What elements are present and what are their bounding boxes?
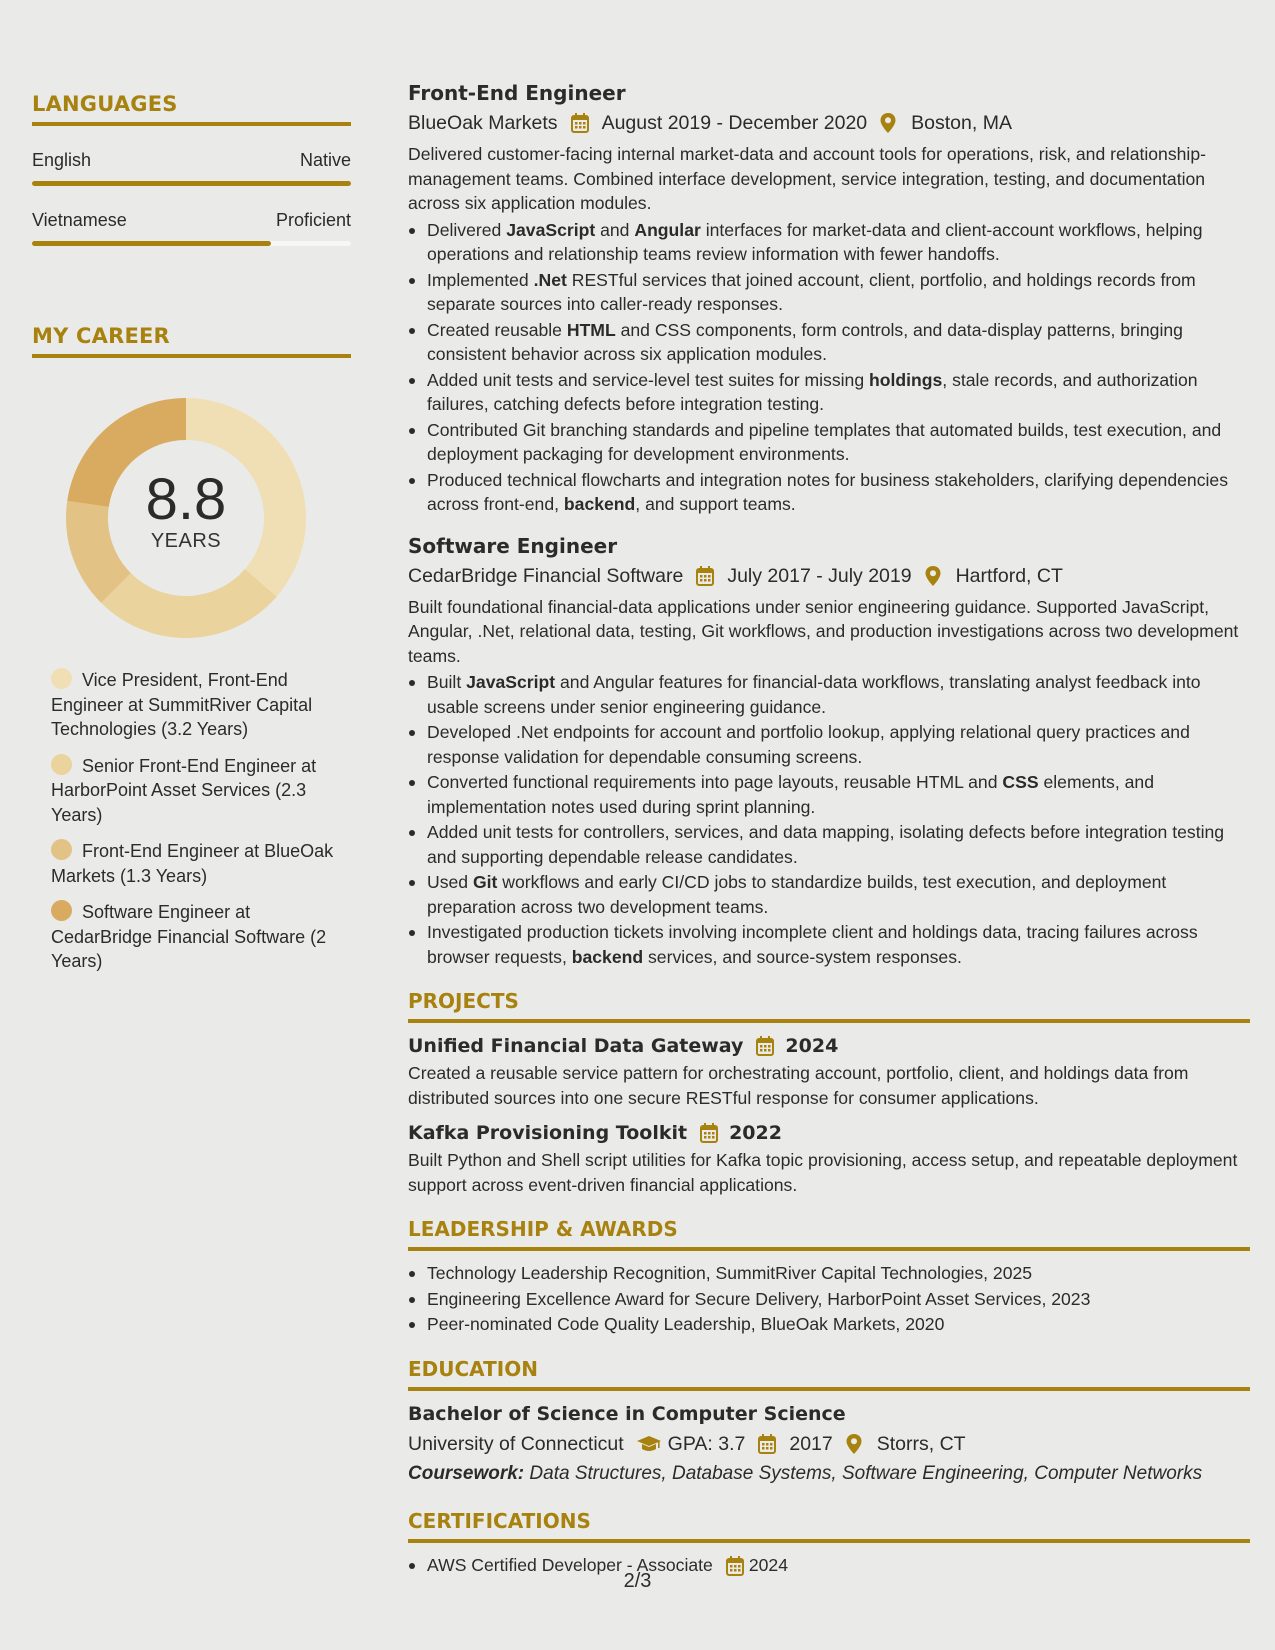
map-pin-icon	[879, 112, 901, 134]
career-donut-segment	[101, 569, 277, 638]
career-legend	[51, 668, 341, 974]
career-legend-item	[51, 668, 341, 742]
career-legend-label: Front-End Engineer at BlueOak Markets (1.3 Years)	[51, 841, 334, 886]
bullet-text: and	[595, 219, 635, 240]
experience-list	[408, 78, 1250, 969]
bullet-text: elements, and implementation notes used during sprint planning.	[427, 772, 1154, 817]
award-item: Engineering Excellence Award for Secure Delivery, HarborPoint Asset Services, 2023	[408, 1287, 1250, 1312]
bullet-text: services, and source-system responses.	[643, 946, 962, 967]
bullet-text: Converted functional requirements into page layouts, reusable HTML and	[427, 772, 1003, 792]
project-title-row	[408, 1031, 1250, 1061]
job-dates: July 2017 - July 2019	[727, 564, 912, 587]
bullet-keyword: JavaScript	[506, 219, 596, 240]
bullet-keyword: HTML	[566, 319, 616, 340]
legend-swatch	[51, 754, 72, 775]
bullet-text: Delivered	[427, 219, 507, 240]
awards-list	[408, 1261, 1250, 1337]
calendar-icon	[570, 112, 592, 134]
language-name: Vietnamese	[32, 210, 127, 230]
job-entry	[408, 531, 1250, 970]
job-bullet	[408, 318, 1250, 367]
education-school: University of Connecticut	[408, 1432, 624, 1455]
bullet-text: and CSS components, form controls, and data-display patterns, bringing consistent behavior across six application modules.	[427, 319, 1183, 364]
bullet-text: RESTful services that joined account, client, portfolio, and holdings records from separate sources into caller-ready responses.	[427, 269, 1196, 314]
job-bullet	[408, 368, 1250, 417]
project-year: 2024	[785, 1035, 839, 1057]
career-donut-center	[66, 467, 306, 553]
job-meta	[408, 108, 1250, 138]
legend-swatch	[51, 900, 72, 921]
career-legend-label: Software Engineer at CedarBridge Financial Software (2 Years)	[51, 902, 327, 971]
calendar-icon	[757, 1433, 779, 1455]
bullet-text: Added unit tests for controllers, services, and data mapping, isolating defects before integration testing and supporting dependable release candidates.	[427, 822, 1225, 867]
job-bullet	[408, 218, 1250, 267]
bullet-text: interfaces for market-data and client-account workflows, helping operations and relationship teams review information with fewer handoffs.	[427, 219, 1203, 264]
job-location: Hartford, CT	[955, 564, 1063, 587]
education-degree: Bachelor of Science in Computer Science	[408, 1402, 846, 1425]
language-row	[32, 210, 351, 231]
languages-title: LANGUAGES	[32, 92, 351, 126]
job-bullet	[408, 920, 1250, 969]
graduation-cap-icon	[636, 1433, 658, 1455]
bullet-keyword: Angular	[634, 219, 701, 240]
bullet-text: Developed .Net endpoints for account and portfolio lookup, applying relational query practices and response validation for dependable consuming screens.	[427, 722, 1190, 767]
language-proficiency-fill	[32, 181, 351, 186]
certification-year: 2024	[748, 1554, 788, 1575]
job-bullet	[408, 670, 1250, 719]
career-legend-item	[51, 754, 341, 828]
language-proficiency-fill	[32, 241, 271, 246]
legend-swatch	[51, 668, 72, 689]
language-level: Proficient	[275, 210, 351, 230]
job-company: CedarBridge Financial Software	[408, 564, 684, 587]
bullet-text: Implemented	[427, 269, 534, 290]
bullet-text: Contributed Git branching standards and pipeline templates that automated builds, test execution, and deployment packaging for development environments.	[427, 419, 1222, 464]
coursework-text: Data Structures, Database Systems, Software Engineering, Computer Networks	[524, 1462, 1203, 1484]
bullet-text: Created reusable	[427, 319, 567, 340]
map-pin-icon	[924, 565, 946, 587]
bullet-text: Used	[427, 872, 473, 892]
languages-list	[32, 150, 351, 246]
job-bullet	[408, 468, 1250, 517]
bullet-text: Built	[427, 672, 467, 692]
bullet-keyword: holdings	[869, 369, 943, 390]
bullet-text: Investigated production tickets involving incomplete client and holdings data, tracing failures across browser requests,	[427, 922, 1198, 967]
project-description: Created a reusable service pattern for orchestrating account, portfolio, client, and holdings data from distributed sources into one secure RESTful response for consumer applications.	[408, 1063, 1189, 1108]
bullet-keyword: .Net	[533, 269, 567, 290]
project-title-row	[408, 1118, 1250, 1148]
job-bullets	[408, 218, 1250, 517]
awards-title: LEADERSHIP & AWARDS	[408, 1215, 1250, 1251]
job-meta	[408, 561, 1250, 591]
career-legend-item	[51, 900, 341, 974]
job-bullet	[408, 268, 1250, 317]
education-meta	[408, 1429, 1250, 1459]
career-title: MY CAREER	[32, 324, 351, 358]
language-level: Native	[299, 150, 351, 170]
bullet-text: Produced technical flowcharts and integration notes for business stakeholders, clarifying dependencies across front-end,	[427, 469, 1228, 514]
bullet-text: , and support teams.	[635, 494, 796, 514]
career-legend-label: Senior Front-End Engineer at HarborPoint Asset Services (2.3 Years)	[51, 755, 317, 825]
award-item: Peer-nominated Code Quality Leadership, BlueOak Markets, 2020	[408, 1312, 1250, 1337]
job-bullet	[408, 770, 1250, 819]
projects-title: PROJECTS	[408, 987, 1250, 1023]
certification-name: AWS Certified Developer - Associate	[427, 1554, 713, 1575]
career-total-unit: YEARS	[150, 530, 222, 552]
education-location: Storrs, CT	[876, 1432, 966, 1455]
bullet-keyword: JavaScript	[466, 672, 556, 692]
certifications-title: CERTIFICATIONS	[408, 1507, 1250, 1543]
job-title: Front-End Engineer	[408, 81, 626, 105]
project-name: Unified Financial Data Gateway	[408, 1035, 744, 1057]
calendar-icon	[699, 1122, 721, 1144]
language-proficiency-bar	[32, 181, 351, 186]
education-year: 2017	[789, 1432, 833, 1455]
job-bullet	[408, 870, 1250, 919]
bullet-text: , stale records, and authorization failures, catching defects before integration testing.	[427, 369, 1198, 414]
job-bullets	[408, 670, 1250, 969]
calendar-icon	[695, 565, 717, 587]
legend-swatch	[51, 839, 72, 860]
project-name: Kafka Provisioning Toolkit	[408, 1122, 688, 1144]
project-year: 2022	[729, 1122, 782, 1144]
job-summary: Delivered customer-facing internal market-data and account tools for operations, risk, and relationship-management teams. Combined interface development, service integration, testing, and documentation across six application modules.	[408, 144, 1206, 213]
career-legend-item	[51, 839, 341, 888]
career-legend-label: Vice President, Front-End Engineer at SummitRiver Capital Technologies (3.2 Years)	[51, 670, 313, 739]
award-item: Technology Leadership Recognition, SummitRiver Capital Technologies, 2025	[408, 1261, 1250, 1286]
language-row	[32, 150, 351, 171]
career-donut-chart	[66, 398, 306, 638]
left-column	[32, 92, 351, 986]
education-coursework	[408, 1459, 1250, 1489]
education-gpa: GPA: 3.7	[667, 1432, 746, 1455]
language-name: English	[32, 150, 92, 170]
bullet-text: workflows and early CI/CD jobs to standardize builds, test execution, and deployment preparation across two development teams.	[427, 872, 1167, 917]
job-title: Software Engineer	[408, 533, 618, 558]
job-summary: Built foundational financial-data applications under senior engineering guidance. Supported JavaScript, Angular, .Net, relational data, testing, Git workflows, and production investigations across two development teams.	[408, 596, 1239, 666]
bullet-keyword: CSS	[1002, 772, 1039, 792]
right-column	[408, 78, 1250, 1578]
job-dates: August 2019 - December 2020	[601, 112, 868, 134]
map-pin-icon	[845, 1433, 867, 1455]
project-description: Built Python and Shell script utilities for Kafka topic provisioning, access setup, and repeatable deployment support across event-driven financial applications.	[408, 1150, 1238, 1195]
bullet-keyword: backend	[571, 946, 644, 967]
job-entry	[408, 78, 1250, 517]
page-indicator: 2/3	[623, 1570, 652, 1592]
bullet-text: Added unit tests and service-level test suites for missing	[427, 369, 869, 390]
job-company: BlueOak Markets	[408, 112, 558, 134]
coursework-label: Coursework:	[408, 1462, 525, 1484]
job-bullet	[408, 720, 1250, 769]
job-bullet	[408, 820, 1250, 869]
bullet-text: and Angular features for financial-data workflows, translating analyst feedback into usable screens under senior engineering guidance.	[427, 672, 1201, 717]
bullet-keyword: backend	[563, 494, 636, 514]
bullet-keyword: Git	[472, 872, 498, 892]
projects-list	[408, 1031, 1250, 1197]
calendar-icon	[755, 1035, 777, 1057]
job-bullet	[408, 418, 1250, 467]
language-proficiency-bar	[32, 241, 351, 246]
education-title: EDUCATION	[408, 1355, 1250, 1391]
job-location: Boston, MA	[911, 112, 1012, 134]
career-total-years: 8.8	[145, 467, 227, 532]
